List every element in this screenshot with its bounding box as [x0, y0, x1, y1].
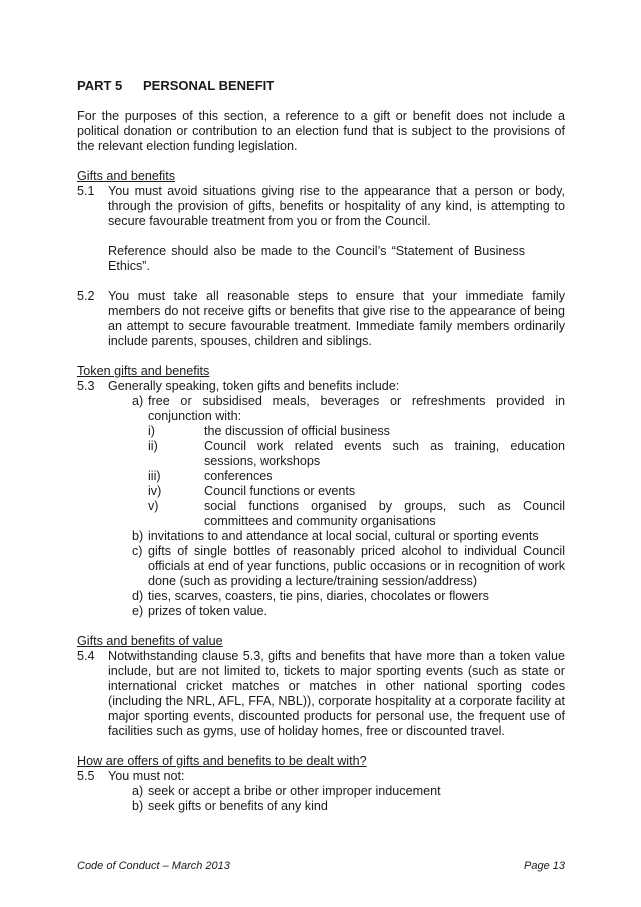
roman-list — [148, 424, 565, 529]
list-item — [148, 469, 565, 484]
list-label: a) — [132, 784, 144, 798]
part-number: PART 5 — [77, 78, 123, 93]
list-label: v) — [148, 499, 159, 513]
section-title-value: Gifts and benefits of value — [77, 634, 223, 648]
list-label: i) — [148, 424, 155, 438]
list-label: e) — [132, 604, 144, 618]
clause-number: 5.4 — [77, 649, 95, 663]
list-label: a) — [132, 394, 144, 408]
list-text: invitations to and attendance at local social, cultural or sporting events — [148, 529, 539, 543]
section-title-token: Token gifts and benefits — [77, 364, 210, 378]
token-list — [132, 394, 565, 619]
clause-5-1 — [77, 184, 565, 229]
clause-text: You must take all reasonable steps to ensure that your immediate family members do not receive gifts or benefits that give rise to the appearance of being an attempt to secure favourable treatment. Immediate family members ordinarily include parents, spouses, children and siblings. — [108, 289, 565, 348]
list-item — [148, 484, 565, 499]
list-text: seek or accept a bribe or other improper inducement — [148, 784, 441, 798]
list-label: iii) — [148, 469, 161, 483]
list-label: b) — [132, 529, 144, 543]
list-item — [132, 589, 565, 604]
list-text: social functions organised by groups, such as Council committees and community organisations — [204, 499, 565, 528]
list-label: d) — [132, 589, 144, 603]
clause-number: 5.1 — [77, 184, 95, 198]
footer-document-title: Code of Conduct – March 2013 — [77, 860, 230, 872]
list-text: the discussion of official business — [204, 424, 390, 438]
list-text: Council work related events such as training, education sessions, workshops — [204, 439, 565, 468]
list-item — [148, 439, 565, 469]
clause-number: 5.5 — [77, 769, 95, 783]
list-text: gifts of single bottles of reasonably priced alcohol to individual Council officials at end of year functions, public occasions or in recognition of work done (such as providing a lecture/training session/address) — [148, 544, 565, 588]
clause-text: Notwithstanding clause 5.3, gifts and benefits that have more than a token value include, but are not limited to, tickets to major sporting events (such as state or international cricket matches or matches in other national sporting codes (including the NRL, AFL, FFA, NBL)), corporate hospitality at a corporate facility at major sporting events, discounted products for personal use, the frequent use of facilities such as gyms, use of holiday homes, free or discounted travel. — [108, 649, 565, 738]
part-title: PERSONAL BENEFIT — [143, 78, 275, 93]
footer-page-number: Page 13 — [524, 860, 565, 872]
list-text: Council functions or events — [204, 484, 356, 498]
list-text: prizes of token value. — [148, 604, 268, 618]
intro-paragraph: For the purposes of this section, a reference to a gift or benefit does not include a political donation or contribution to an election fund that is subject to the provisions of the relevant election funding legislation. — [77, 109, 565, 153]
list-item — [132, 784, 565, 799]
list-label: c) — [132, 544, 143, 558]
clause-5-2 — [77, 289, 565, 349]
list-label: iv) — [148, 484, 162, 498]
list-text: ties, scarves, coasters, tie pins, diaries, chocolates or flowers — [148, 589, 489, 603]
section-title-offers: How are offers of gifts and benefits to be dealt with? — [77, 754, 367, 768]
clause-number: 5.2 — [77, 289, 95, 303]
offers-list — [132, 784, 565, 814]
clause-text: You must avoid situations giving rise to the appearance that a person or body, through the provision of gifts, benefits or hospitality of any kind, is attempting to secure favourable treatment from you or from the Council. — [108, 184, 565, 228]
part-heading — [77, 78, 565, 93]
clause-5-1-note: Reference should also be made to the Council’s “Statement of Business Ethics”. — [108, 244, 525, 273]
list-item — [132, 394, 565, 529]
list-item — [132, 529, 565, 544]
clause-5-5 — [77, 769, 565, 784]
clause-5-4 — [77, 649, 565, 739]
section-title-gifts: Gifts and benefits — [77, 169, 176, 183]
list-text: free or subsidised meals, beverages or refreshments provided in conjunction with: — [148, 394, 565, 423]
list-item — [148, 424, 565, 439]
list-item — [132, 544, 565, 589]
clause-text: Generally speaking, token gifts and benefits include: — [108, 379, 400, 393]
list-label: ii) — [148, 439, 158, 453]
clause-text: You must not: — [108, 769, 185, 783]
clause-5-3 — [77, 379, 565, 394]
list-text: conferences — [204, 469, 273, 483]
list-item — [148, 499, 565, 529]
list-item — [132, 799, 565, 814]
list-label: b) — [132, 799, 144, 813]
clause-number: 5.3 — [77, 379, 95, 393]
page-footer — [77, 859, 565, 874]
list-text: seek gifts or benefits of any kind — [148, 799, 328, 813]
list-item — [132, 604, 565, 619]
document-page — [77, 78, 565, 814]
